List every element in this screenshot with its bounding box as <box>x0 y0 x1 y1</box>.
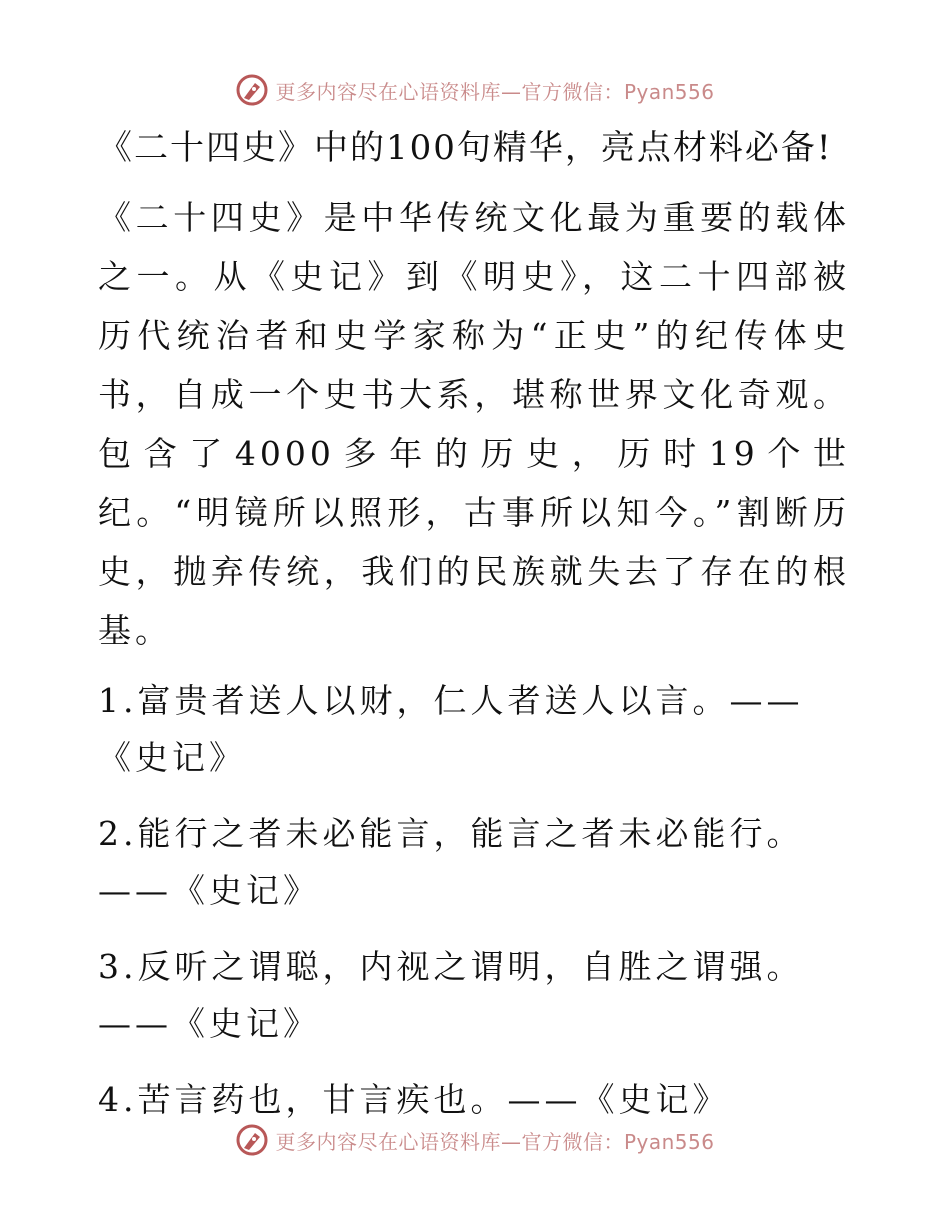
pen-nib-logo-icon <box>235 73 269 107</box>
document-body <box>98 124 850 1147</box>
quote-item: 4.苦言药也，甘言疾也。——《史记》 <box>98 1080 730 1119</box>
quote-item: 3.反听之谓聪，内视之谓明，自胜之谓强。——《史记》 <box>98 947 804 1043</box>
quote-item: 1.富贵者送人以财，仁人者送人以言。——《史记》 <box>98 681 804 777</box>
watermark-text: 更多内容尽在心语资料库—官方微信：Pyan556 <box>275 79 715 104</box>
pen-nib-logo-icon <box>235 1123 269 1157</box>
header-watermark <box>0 70 950 110</box>
document-title: 《二十四史》中的100句精华，亮点材料必备! <box>98 128 833 168</box>
footer-watermark <box>0 1120 950 1160</box>
intro-paragraph: 《二十四史》是中华传统文化最为重要的载体之一。从《史记》到《明史》，这二十四部被历代统治者和史学家称为“正史”的纪传体史书，自成一个史书大系，堪称世界文化奇观。包含了4000多年的历史，历时19个世纪。“明镜所以照形，古事所以知今。”割断历史，抛弃传统，我们的民族就失去了存在的根基。 <box>98 198 850 650</box>
watermark-text: 更多内容尽在心语资料库—官方微信：Pyan556 <box>275 1129 715 1154</box>
quote-item: 2.能行之者未必能言，能言之者未必能行。——《史记》 <box>98 814 804 910</box>
